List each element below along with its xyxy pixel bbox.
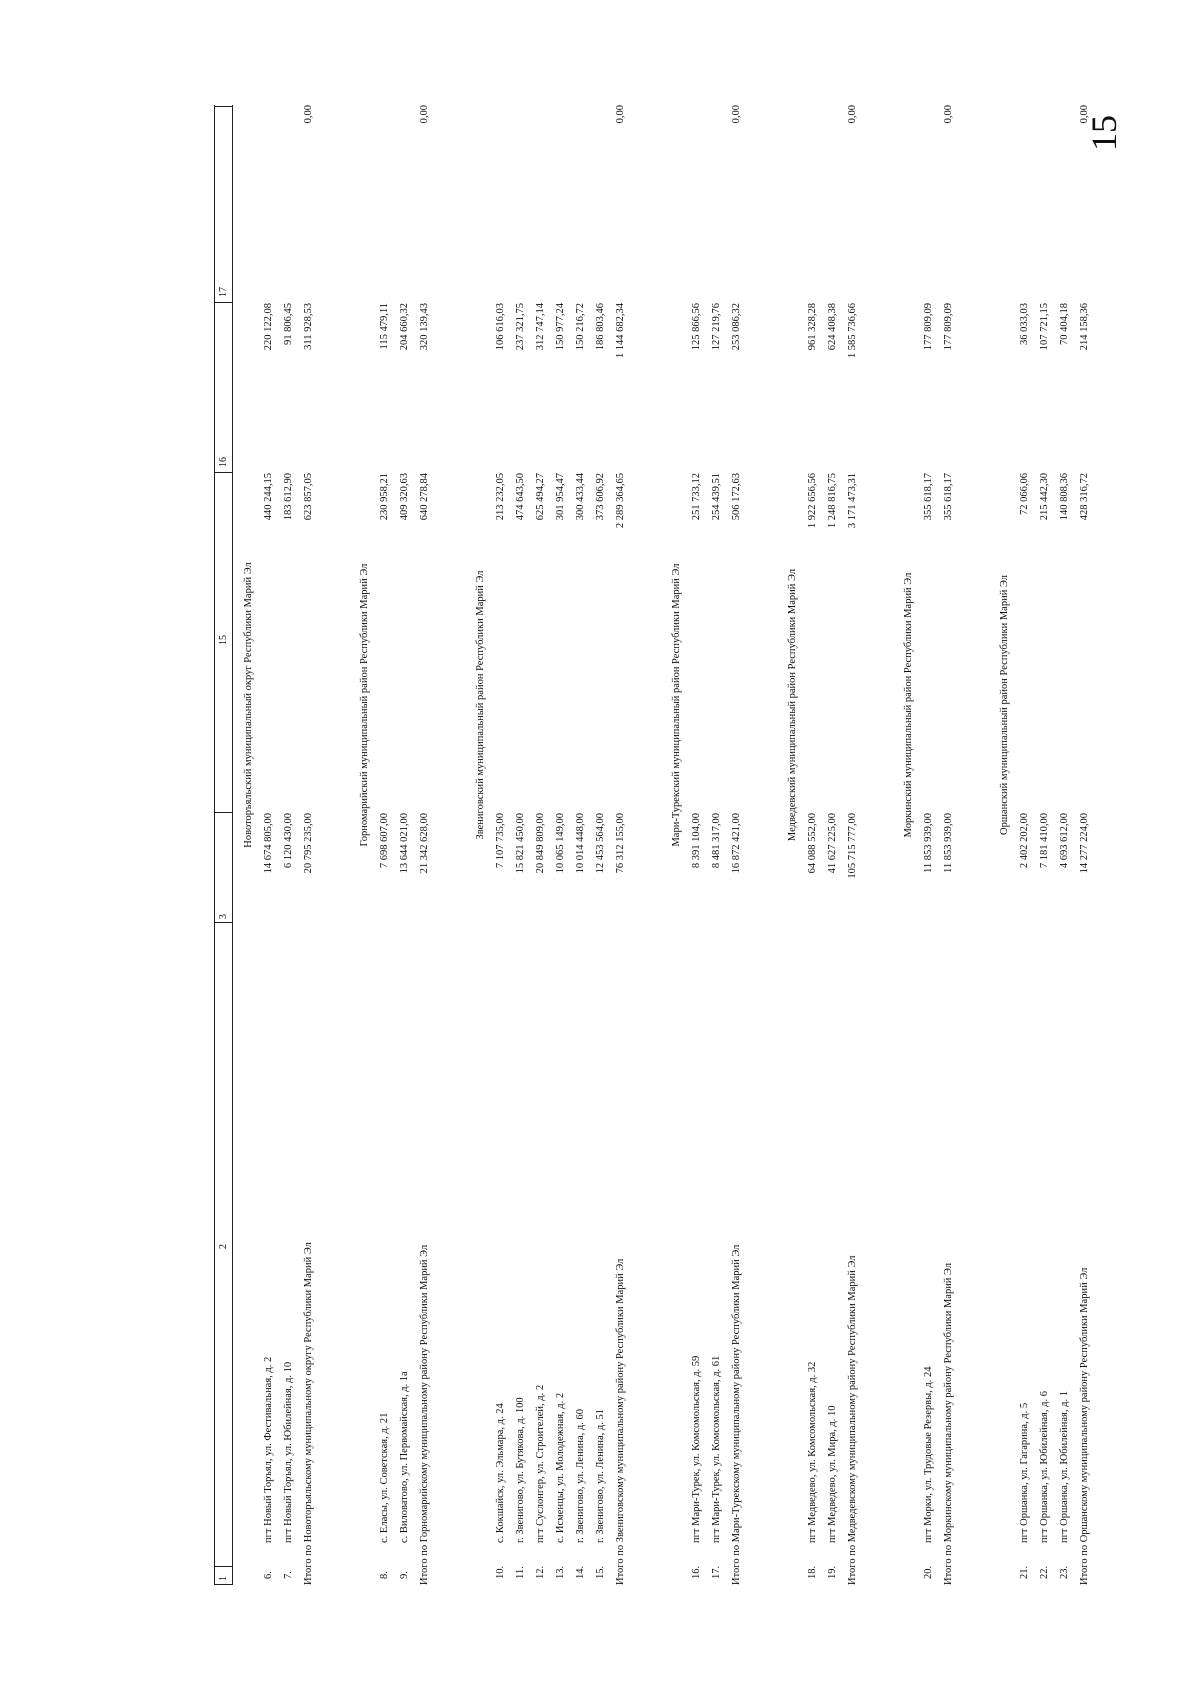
row-address: пгт Мари-Турек, ул. Комсомольская, д. 59: [691, 1355, 702, 1543]
total-row: [939, 105, 959, 1585]
cell-col-16: 253 086,32: [731, 303, 742, 351]
row-number: 20.: [923, 1565, 934, 1579]
cell-col-16: 1 585 736,66: [847, 303, 858, 359]
header-col-15: 15: [218, 635, 229, 645]
row-number: 19.: [827, 1565, 838, 1579]
header-col-1: 1: [218, 1576, 229, 1581]
cell-col-3: 6 120 430,00: [283, 813, 294, 869]
cell-col-15: 72 066,06: [1019, 473, 1030, 515]
row-address: с. Кокшайск, ул. Эльмара, д. 24: [495, 1403, 506, 1543]
cell-col-17: [919, 105, 939, 303]
section-title: Горномарийский муниципальный район Республики Марий Эл: [359, 563, 370, 847]
total-row: [727, 105, 747, 1585]
cell-col-3: 15 821 450,00: [515, 813, 526, 874]
cell-col-16: 36 033,03: [1019, 303, 1030, 345]
table-row: [375, 105, 395, 1585]
section-title: Мари-Турекский муниципальный район Республики Марий Эл: [671, 563, 682, 847]
cell-col-3: 64 088 552,00: [807, 813, 818, 874]
cell-col-15: 506 172,63: [731, 473, 742, 521]
cell-col-16: 91 806,45: [283, 303, 294, 345]
table-row: [1035, 105, 1055, 1585]
cell-col-3: 14 674 805,00: [263, 813, 274, 874]
table-row: [823, 105, 843, 1585]
cell-col-16: 150 977,24: [555, 303, 566, 351]
total-label: Итого по Мари-Турекскому муниципальному району Республики Марий Эл: [731, 1244, 742, 1585]
cell-col-17: [259, 105, 279, 303]
row-address: с. Виловатово, ул. Первомайская, д. 1а: [399, 1371, 410, 1543]
cell-col-16: 127 219,76: [711, 303, 722, 351]
cell-col-3: 20 849 809,00: [535, 813, 546, 874]
section-title: Новоторъяльский муниципальный округ Республики Марий Эл: [243, 562, 254, 848]
header-col-2: 2: [218, 1244, 229, 1249]
cell-col-3: 12 453 564,00: [595, 813, 606, 874]
cell-col-17: [803, 105, 823, 303]
cell-col-15: 373 606,92: [595, 473, 606, 521]
cell-col-15: 2 289 364,65: [615, 473, 626, 529]
row-number: 21.: [1019, 1565, 1030, 1579]
cell-col-16: 237 321,75: [515, 303, 526, 351]
table-row: [571, 105, 591, 1585]
cell-col-16: 115 479,11: [379, 303, 390, 350]
row-number: 23.: [1059, 1565, 1070, 1579]
cell-col-3: 105 715 777,00: [847, 813, 858, 879]
cell-col-15: 440 244,15: [263, 473, 274, 521]
table-row: [279, 105, 299, 1585]
cell-col-17: [823, 105, 843, 303]
row-address: пгт Оршанка, ул. Гагарина, д. 5: [1019, 1402, 1030, 1543]
table-row: [531, 105, 551, 1585]
row-number: 7.: [283, 1571, 294, 1579]
row-number: 10.: [495, 1565, 506, 1579]
cell-col-17: 0,00: [943, 105, 954, 124]
section-title: Моркинский муниципальный район Республики Марий Эл: [903, 572, 914, 838]
cell-col-17: 0,00: [419, 105, 430, 124]
total-label: Итого по Новоторъяльскому муниципальному округу Республики Марий Эл: [303, 1242, 314, 1585]
cell-col-15: 230 958,21: [379, 473, 390, 521]
cell-col-16: 107 721,15: [1039, 303, 1050, 351]
cell-col-3: 8 481 317,00: [711, 813, 722, 869]
row-address: пгт Медведево, ул. Мира, д. 10: [827, 1405, 838, 1543]
cell-col-3: 20 795 235,00: [303, 813, 314, 874]
cell-col-16: 150 216,72: [575, 303, 586, 351]
section-title: Звениговский муниципальный район Республики Марий Эл: [475, 570, 486, 840]
cell-col-17: 0,00: [303, 105, 314, 124]
row-address: с. Исменцы, ул. Молодежная, д. 2: [555, 1392, 566, 1543]
cell-col-16: 204 660,32: [399, 303, 410, 351]
cell-col-15: 1 922 656,56: [807, 473, 818, 529]
table-row: [511, 105, 531, 1585]
cell-col-15: 1 248 816,75: [827, 473, 838, 529]
cell-col-17: [1015, 105, 1035, 303]
total-label: Итого по Моркинскому муниципальному району Республики Марий Эл: [943, 1262, 954, 1585]
cell-col-17: [687, 105, 707, 303]
cell-col-15: 183 612,90: [283, 473, 294, 521]
rotated-table-sheet: [214, 105, 1200, 1585]
row-number: 9.: [399, 1571, 410, 1579]
cell-col-15: 625 494,27: [535, 473, 546, 521]
cell-col-3: 11 853 939,00: [943, 813, 954, 873]
table-row: [687, 105, 707, 1585]
table-row: [803, 105, 823, 1585]
cell-col-15: 213 232,05: [495, 473, 506, 521]
row-address: пгт Оршанка, ул. Юбилейная, д. 1: [1059, 1391, 1070, 1543]
row-number: 6.: [263, 1571, 274, 1579]
cell-col-3: 2 402 202,00: [1019, 813, 1030, 869]
cell-col-15: 640 278,84: [419, 473, 430, 521]
cell-col-16: 311 928,53: [303, 303, 314, 350]
table-row: [707, 105, 727, 1585]
total-row: [611, 105, 631, 1585]
section-title: Медведевский муниципальный район Республики Марий Эл: [787, 568, 798, 842]
table-row: [551, 105, 571, 1585]
table-row: [591, 105, 611, 1585]
cell-col-17: [707, 105, 727, 303]
total-label: Итого по Звениговскому муниципальному району Республики Марий Эл: [615, 1258, 626, 1585]
table-row: [259, 105, 279, 1585]
cell-col-16: 320 139,43: [419, 303, 430, 351]
cell-col-16: 214 158,36: [1079, 303, 1090, 351]
row-number: 18.: [807, 1565, 818, 1579]
cell-col-16: 312 747,14: [535, 303, 546, 351]
row-address: пгт Морки, ул. Трудовые Резервы, д. 24: [923, 1366, 934, 1543]
cell-col-17: [395, 105, 415, 303]
cell-col-15: 355 618,17: [923, 473, 934, 521]
cell-col-17: 0,00: [1079, 105, 1090, 124]
cell-col-17: [1055, 105, 1075, 303]
table-header: [214, 105, 233, 1585]
cell-col-17: [591, 105, 611, 303]
row-number: 12.: [535, 1565, 546, 1579]
cell-col-15: 254 439,51: [711, 473, 722, 521]
table-row: [491, 105, 511, 1585]
cell-col-16: 70 404,18: [1059, 303, 1070, 345]
cell-col-16: 186 803,46: [595, 303, 606, 351]
cell-col-16: 125 866,56: [691, 303, 702, 351]
header-col-16: 16: [218, 457, 229, 467]
cell-col-3: 10 065 149,00: [555, 813, 566, 874]
cell-col-15: 428 316,72: [1079, 473, 1090, 521]
row-number: 11.: [515, 1566, 526, 1579]
cell-col-15: 140 808,36: [1059, 473, 1070, 521]
total-row: [299, 105, 319, 1585]
cell-col-17: [551, 105, 571, 303]
table-row: [1055, 105, 1075, 1585]
cell-col-15: 355 618,17: [943, 473, 954, 521]
cell-col-16: 177 809,09: [943, 303, 954, 351]
cell-col-15: 215 442,30: [1039, 473, 1050, 521]
cell-col-16: 961 328,28: [807, 303, 818, 351]
cell-col-17: [491, 105, 511, 303]
row-address: пгт Новый Торъял, ул. Юбилейная, д. 10: [283, 1361, 294, 1543]
cell-col-17: [1035, 105, 1055, 303]
cell-col-3: 8 391 104,00: [691, 813, 702, 869]
row-number: 17.: [711, 1565, 722, 1579]
section-title: Оршанский муниципальный район Республики Марий Эл: [999, 575, 1010, 835]
total-label: Итого по Оршанскому муниципальному району Республики Марий Эл: [1079, 1267, 1090, 1585]
cell-col-15: 300 433,44: [575, 473, 586, 521]
row-address: с. Еласы, ул. Советская, д. 21: [379, 1412, 390, 1543]
cell-col-17: 0,00: [847, 105, 858, 124]
total-label: Итого по Горномарийскому муниципальному району Республики Марий Эл: [419, 1244, 430, 1585]
cell-col-3: 14 277 224,00: [1079, 813, 1090, 874]
cell-col-15: 409 320,63: [399, 473, 410, 521]
cell-col-3: 41 627 225,00: [827, 813, 838, 874]
row-address: пгт Новый Торъял, ул. Фестивальная, д. 2: [263, 1356, 274, 1543]
row-address: пгт Суслонгер, ул. Строителей, д. 2: [535, 1384, 546, 1543]
cell-col-16: 1 144 682,34: [615, 303, 626, 359]
cell-col-17: [511, 105, 531, 303]
row-number: 15.: [595, 1565, 606, 1579]
cell-col-17: [571, 105, 591, 303]
cell-col-17: [375, 105, 395, 303]
table-body: [233, 105, 1125, 1585]
total-row: [1075, 105, 1095, 1585]
row-address: г. Звенигово, ул. Бутякова, д. 100: [515, 1397, 526, 1543]
table-row: [395, 105, 415, 1585]
row-number: 13.: [555, 1565, 566, 1579]
cell-col-16: 177 809,09: [923, 303, 934, 351]
row-address: пгт Медведево, ул. Комсомольская, д. 32: [807, 1361, 818, 1543]
cell-col-3: 4 693 612,00: [1059, 813, 1070, 869]
row-number: 14.: [575, 1565, 586, 1579]
data-table: [214, 105, 1125, 1585]
cell-col-17: 0,00: [731, 105, 742, 124]
row-address: пгт Оршанка, ул. Юбилейная, д. 6: [1039, 1391, 1050, 1543]
table-row: [1015, 105, 1035, 1585]
cell-col-3: 7 698 607,00: [379, 813, 390, 869]
header-col-17: 17: [218, 287, 229, 297]
cell-col-3: 10 014 448,00: [575, 813, 586, 874]
cell-col-16: 624 408,38: [827, 303, 838, 351]
cell-col-3: 16 872 421,00: [731, 813, 742, 874]
cell-col-15: 3 171 473,31: [847, 473, 858, 529]
row-address: пгт Мари-Турек, ул. Комсомольская, д. 61: [711, 1355, 722, 1543]
cell-col-17: [531, 105, 551, 303]
total-row: [415, 105, 435, 1585]
cell-col-17: 0,00: [615, 105, 626, 124]
cell-col-3: 13 644 021,00: [399, 813, 410, 874]
cell-col-15: 251 733,12: [691, 473, 702, 521]
cell-col-3: 11 853 939,00: [923, 813, 934, 873]
header-col-3: 3: [218, 914, 229, 919]
cell-col-15: 623 857,05: [303, 473, 314, 521]
row-number: 8.: [379, 1571, 390, 1579]
row-address: г. Звенигово, ул. Ленина, д. 60: [575, 1409, 586, 1543]
total-row: [843, 105, 863, 1585]
cell-col-3: 76 312 155,00: [615, 813, 626, 874]
row-address: г. Звенигово, ул. Ленина, д. 51: [595, 1409, 606, 1543]
cell-col-16: 106 616,03: [495, 303, 506, 351]
cell-col-3: 21 342 628,00: [419, 813, 430, 874]
cell-col-3: 7 181 410,00: [1039, 813, 1050, 869]
cell-col-17: [279, 105, 299, 303]
table-row: [919, 105, 939, 1585]
total-label: Итого по Медведевскому муниципальному району Республики Марий Эл: [847, 1255, 858, 1585]
cell-col-3: 7 107 735,00: [495, 813, 506, 869]
cell-col-15: 474 643,50: [515, 473, 526, 521]
cell-col-15: 301 954,47: [555, 473, 566, 521]
row-number: 22.: [1039, 1565, 1050, 1579]
page-number: 15: [1084, 115, 1124, 151]
cell-col-16: 220 122,08: [263, 303, 274, 351]
row-number: 16.: [691, 1565, 702, 1579]
